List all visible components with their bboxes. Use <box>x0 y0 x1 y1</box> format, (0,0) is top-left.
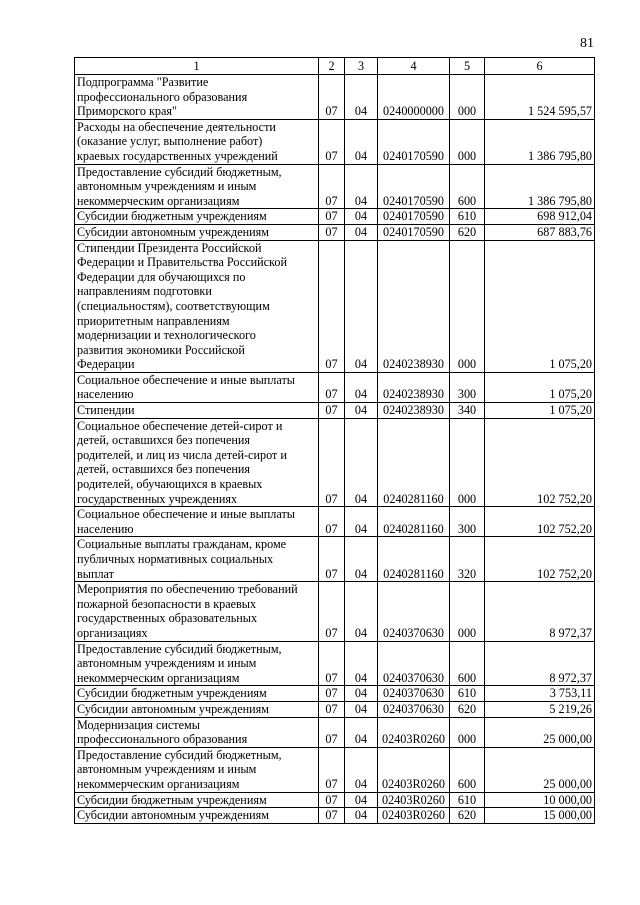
row-name-line: автономным учреждениям и иным <box>77 179 257 194</box>
row-name-line: родителей, и лиц из числа детей-сирот и <box>77 447 287 462</box>
budget-table <box>74 57 595 824</box>
row-name-cell <box>75 808 319 824</box>
target-article-cell: 02403R0260 <box>378 717 450 747</box>
target-article-cell: 0240281160 <box>378 418 450 507</box>
row-name-line: направлениям подготовки <box>77 284 212 299</box>
table-row <box>75 418 595 507</box>
subsection-code-cell: 04 <box>345 372 378 402</box>
row-name-line: некоммерческим организациям <box>77 670 240 685</box>
amount-cell: 25 000,00 <box>485 717 595 747</box>
expense-type-cell: 000 <box>450 418 485 507</box>
table-row <box>75 537 595 582</box>
row-name-line: Расходы на обеспечение деятельности <box>77 119 276 134</box>
amount-cell: 1 386 795,80 <box>485 119 595 164</box>
target-article-cell: 0240170590 <box>378 224 450 240</box>
subsection-code-cell: 04 <box>345 701 378 717</box>
row-name-line: автономным учреждениям и иным <box>77 762 257 777</box>
row-name-line: Социальное обеспечение и иные выплаты <box>77 507 295 522</box>
table-row <box>75 403 595 419</box>
target-article-cell: 0240238930 <box>378 403 450 419</box>
target-article-cell: 0240370630 <box>378 701 450 717</box>
section-code-cell: 07 <box>319 747 345 792</box>
row-name-cell <box>75 641 319 686</box>
amount-cell: 687 883,76 <box>485 224 595 240</box>
target-article-cell: 02403R0260 <box>378 747 450 792</box>
section-code-cell: 07 <box>319 507 345 537</box>
table-row <box>75 641 595 686</box>
expense-type-cell: 340 <box>450 403 485 419</box>
subsection-code-cell: 04 <box>345 537 378 582</box>
row-name-line: профессионального образования <box>77 732 248 747</box>
amount-cell: 15 000,00 <box>485 808 595 824</box>
section-code-cell: 07 <box>319 808 345 824</box>
subsection-code-cell: 04 <box>345 418 378 507</box>
row-name-cell <box>75 747 319 792</box>
expense-type-cell: 610 <box>450 792 485 808</box>
section-code-cell: 07 <box>319 119 345 164</box>
expense-type-cell: 600 <box>450 747 485 792</box>
expense-type-cell: 000 <box>450 582 485 641</box>
subsection-code-cell: 04 <box>345 641 378 686</box>
section-code-cell: 07 <box>319 792 345 808</box>
section-code-cell: 07 <box>319 164 345 209</box>
header-col-2: 2 <box>319 58 345 75</box>
row-name-line: Модернизация системы <box>77 717 200 732</box>
row-name-line: автономным учреждениям и иным <box>77 656 257 671</box>
table-row <box>75 792 595 808</box>
row-name-line: населению <box>77 521 134 536</box>
section-code-cell: 07 <box>319 372 345 402</box>
table-row <box>75 75 595 120</box>
row-name-line: (специальностям), соответствующим <box>77 298 270 313</box>
table-row <box>75 582 595 641</box>
section-code-cell: 07 <box>319 240 345 372</box>
row-name-line: публичных нормативных социальных <box>77 552 274 566</box>
row-name-line: государственных учреждениях <box>77 491 238 506</box>
subsection-code-cell: 04 <box>345 717 378 747</box>
row-name-line: Стипендии Президента Российской <box>77 240 262 255</box>
section-code-cell: 07 <box>319 75 345 120</box>
row-name-cell <box>75 75 319 120</box>
expense-type-cell: 000 <box>450 240 485 372</box>
subsection-code-cell: 04 <box>345 224 378 240</box>
amount-cell: 102 752,20 <box>485 418 595 507</box>
row-name-line: (оказание услуг, выполнение работ) <box>77 134 263 149</box>
expense-type-cell: 620 <box>450 701 485 717</box>
header-col-5: 5 <box>450 58 485 75</box>
subsection-code-cell: 04 <box>345 582 378 641</box>
row-name-line: пожарной безопасности в краевых <box>77 596 257 611</box>
row-name-line: профессионального образования <box>77 89 248 104</box>
row-name-line: организациях <box>77 625 148 640</box>
row-name-cell <box>75 686 319 702</box>
table-row <box>75 686 595 702</box>
subsection-code-cell: 04 <box>345 209 378 225</box>
amount-cell: 1 075,20 <box>485 372 595 402</box>
subsection-code-cell: 04 <box>345 75 378 120</box>
subsection-code-cell: 04 <box>345 792 378 808</box>
row-name-line: Предоставление субсидий бюджетным, <box>77 641 282 656</box>
table-row <box>75 747 595 792</box>
subsection-code-cell: 04 <box>345 164 378 209</box>
row-name-line: Социальное обеспечение и иные выплаты <box>77 372 295 387</box>
row-name-cell <box>75 240 319 372</box>
amount-cell: 1 386 795,80 <box>485 164 595 209</box>
row-name-line: развития экономики Российской <box>77 342 245 357</box>
table-header-row <box>75 58 595 75</box>
row-name-cell <box>75 507 319 537</box>
row-name-line: населению <box>77 387 134 402</box>
table-row <box>75 209 595 225</box>
target-article-cell: 0240238930 <box>378 372 450 402</box>
target-article-cell: 0240170590 <box>378 209 450 225</box>
row-name-line: Мероприятия по обеспечению требований <box>77 582 298 597</box>
table-body <box>75 75 595 824</box>
subsection-code-cell: 04 <box>345 507 378 537</box>
table-row <box>75 717 595 747</box>
expense-type-cell: 600 <box>450 164 485 209</box>
row-name-cell <box>75 792 319 808</box>
target-article-cell: 0240238930 <box>378 240 450 372</box>
row-name-cell <box>75 537 319 582</box>
table-row <box>75 119 595 164</box>
target-article-cell: 0240281160 <box>378 537 450 582</box>
section-code-cell: 07 <box>319 717 345 747</box>
target-article-cell: 02403R0260 <box>378 792 450 808</box>
row-name-line: приоритетным направлениям <box>77 313 230 328</box>
row-name-line: Социальное обеспечение детей-сирот и <box>77 418 283 433</box>
target-article-cell: 0240170590 <box>378 164 450 209</box>
row-name-line: Субсидии бюджетным учреждениям <box>77 686 267 701</box>
row-name-line: Субсидии автономным учреждениям <box>77 701 269 716</box>
row-name-line: Субсидии бюджетным учреждениям <box>77 209 267 224</box>
table-row <box>75 224 595 240</box>
expense-type-cell: 300 <box>450 507 485 537</box>
row-name-line: Предоставление субсидий бюджетным, <box>77 164 282 179</box>
expense-type-cell: 620 <box>450 808 485 824</box>
section-code-cell: 07 <box>319 537 345 582</box>
row-name-line: родителей, обучающихся в краевых <box>77 477 263 492</box>
subsection-code-cell: 04 <box>345 747 378 792</box>
row-name-line: государственных образовательных <box>77 611 258 626</box>
row-name-line: Субсидии автономным учреждениям <box>77 808 269 823</box>
expense-type-cell: 610 <box>450 209 485 225</box>
row-name-line: Федерации <box>77 357 135 372</box>
target-article-cell: 0240370630 <box>378 641 450 686</box>
target-article-cell: 02403R0260 <box>378 808 450 824</box>
subsection-code-cell: 04 <box>345 403 378 419</box>
amount-cell: 10 000,00 <box>485 792 595 808</box>
row-name-line: Приморского края" <box>77 104 177 119</box>
table-row <box>75 808 595 824</box>
row-name-cell <box>75 372 319 402</box>
subsection-code-cell: 04 <box>345 808 378 824</box>
expense-type-cell: 300 <box>450 372 485 402</box>
row-name-line: детей, оставшихся без попечения <box>77 433 251 448</box>
row-name-cell <box>75 418 319 507</box>
expense-type-cell: 600 <box>450 641 485 686</box>
row-name-line: выплат <box>77 566 114 581</box>
header-col-6: 6 <box>485 58 595 75</box>
row-name-line: Федерации для обучающихся по <box>77 269 246 284</box>
amount-cell: 102 752,20 <box>485 507 595 537</box>
row-name-line: Субсидии автономным учреждениям <box>77 224 269 239</box>
expense-type-cell: 320 <box>450 537 485 582</box>
section-code-cell: 07 <box>319 582 345 641</box>
row-name-line: Социальные выплаты гражданам, кроме <box>77 537 287 552</box>
section-code-cell: 07 <box>319 701 345 717</box>
target-article-cell: 0240370630 <box>378 582 450 641</box>
row-name-cell <box>75 119 319 164</box>
header-col-1: 1 <box>75 58 319 75</box>
target-article-cell: 0240281160 <box>378 507 450 537</box>
row-name-cell <box>75 701 319 717</box>
row-name-line: некоммерческим организациям <box>77 193 240 208</box>
row-name-cell <box>75 403 319 419</box>
amount-cell: 5 219,26 <box>485 701 595 717</box>
expense-type-cell: 620 <box>450 224 485 240</box>
subsection-code-cell: 04 <box>345 686 378 702</box>
table-row <box>75 701 595 717</box>
row-name-line: детей, оставшихся без попечения <box>77 462 251 477</box>
row-name-line: краевых государственных учреждений <box>77 148 278 163</box>
subsection-code-cell: 04 <box>345 240 378 372</box>
row-name-line: Подпрограмма "Развитие <box>77 75 209 89</box>
amount-cell: 698 912,04 <box>485 209 595 225</box>
table-row <box>75 240 595 372</box>
target-article-cell: 0240000000 <box>378 75 450 120</box>
section-code-cell: 07 <box>319 686 345 702</box>
section-code-cell: 07 <box>319 418 345 507</box>
row-name-line: некоммерческим организациям <box>77 776 240 791</box>
amount-cell: 3 753,11 <box>485 686 595 702</box>
row-name-cell <box>75 582 319 641</box>
amount-cell: 1 524 595,57 <box>485 75 595 120</box>
subsection-code-cell: 04 <box>345 119 378 164</box>
amount-cell: 25 000,00 <box>485 747 595 792</box>
amount-cell: 1 075,20 <box>485 403 595 419</box>
table-row <box>75 164 595 209</box>
header-col-4: 4 <box>378 58 450 75</box>
target-article-cell: 0240370630 <box>378 686 450 702</box>
section-code-cell: 07 <box>319 209 345 225</box>
expense-type-cell: 000 <box>450 119 485 164</box>
row-name-line: Федерации и Правительства Российской <box>77 255 287 270</box>
row-name-cell <box>75 209 319 225</box>
target-article-cell: 0240170590 <box>378 119 450 164</box>
row-name-cell <box>75 717 319 747</box>
amount-cell: 8 972,37 <box>485 641 595 686</box>
section-code-cell: 07 <box>319 224 345 240</box>
row-name-line: Субсидии бюджетным учреждениям <box>77 792 267 807</box>
expense-type-cell: 000 <box>450 75 485 120</box>
expense-type-cell: 610 <box>450 686 485 702</box>
amount-cell: 1 075,20 <box>485 240 595 372</box>
amount-cell: 102 752,20 <box>485 537 595 582</box>
table-row <box>75 372 595 402</box>
row-name-cell <box>75 164 319 209</box>
row-name-line: модернизации и технологического <box>77 328 256 343</box>
section-code-cell: 07 <box>319 403 345 419</box>
row-name-line: Предоставление субсидий бюджетным, <box>77 747 282 762</box>
expense-type-cell: 000 <box>450 717 485 747</box>
row-name-line: Стипендии <box>77 403 135 418</box>
header-col-3: 3 <box>345 58 378 75</box>
table-row <box>75 507 595 537</box>
amount-cell: 8 972,37 <box>485 582 595 641</box>
section-code-cell: 07 <box>319 641 345 686</box>
row-name-cell <box>75 224 319 240</box>
page-number: 81 <box>580 36 594 51</box>
